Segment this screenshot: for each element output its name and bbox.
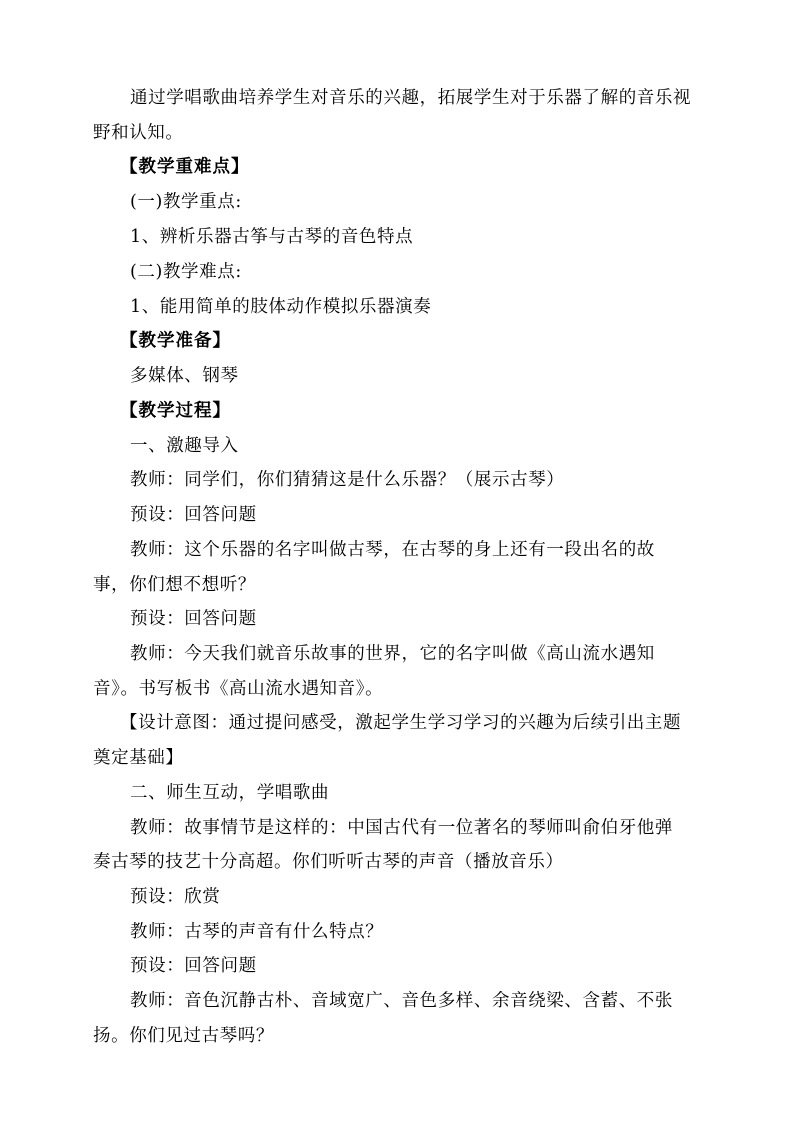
- paragraph-line: 1、辨析乐器古筝与古琴的音色特点: [130, 227, 414, 247]
- paragraph-line: 教师：同学们，你们猜猜这是什么乐器？（展示古琴）: [130, 470, 565, 490]
- section-heading: 【教学重难点】: [120, 157, 250, 177]
- subheading: (一)教学重点:: [130, 192, 242, 212]
- paragraph-line: 1、能用简单的肢体动作模拟乐器演奏: [130, 297, 432, 317]
- paragraph-line: 事，你们想不想听？: [93, 575, 256, 595]
- design-intent: 奠定基础】: [93, 748, 184, 768]
- paragraph-line: 预设：欣赏: [130, 887, 221, 907]
- section-heading: 【教学过程】: [120, 401, 231, 421]
- paragraph-line: 教师：这个乐器的名字叫做古琴，在古琴的身上还有一段出名的故: [130, 540, 655, 560]
- paragraph-line: 教师：音色沉静古朴、音域宽广、音色多样、余音绕梁、含蓄、不张: [130, 991, 673, 1011]
- design-intent: 【设计意图：通过提问感受，激起学生学习学习的兴趣为后续引出主题: [120, 713, 682, 733]
- paragraph-line: 教师：古琴的声音有什么特点？: [130, 922, 384, 942]
- paragraph-line: 教师：故事情节是这样的：中国古代有一位著名的琴师叫俞伯牙他弹: [130, 818, 673, 838]
- paragraph-line: 音》。书写板书《高山流水遇知音》。: [93, 679, 384, 699]
- section-heading: 【教学准备】: [120, 331, 231, 351]
- paragraph-line: 预设：回答问题: [130, 609, 257, 629]
- paragraph-line: 预设：回答问题: [130, 956, 257, 976]
- paragraph-line: 多媒体、钢琴: [130, 366, 239, 386]
- paragraph-line: 扬。你们见过古琴吗？: [93, 1026, 274, 1046]
- paragraph-line: 奏古琴的技艺十分高超。你们听听古琴的声音（播放音乐）: [93, 852, 564, 872]
- paragraph-line: 教师：今天我们就音乐故事的世界，它的名字叫做《高山流水遇知: [130, 644, 655, 664]
- subheading: 二、师生互动，学唱歌曲: [130, 783, 330, 803]
- paragraph-line: 通过学唱歌曲培养学生对音乐的兴趣，拓展学生对于乐器了解的音乐视: [130, 88, 692, 108]
- paragraph-line: 预设：回答问题: [130, 505, 257, 525]
- paragraph-line: 野和认知。: [93, 123, 184, 143]
- subheading: 一、激趣导入: [130, 436, 239, 456]
- subheading: (二)教学难点:: [130, 262, 242, 282]
